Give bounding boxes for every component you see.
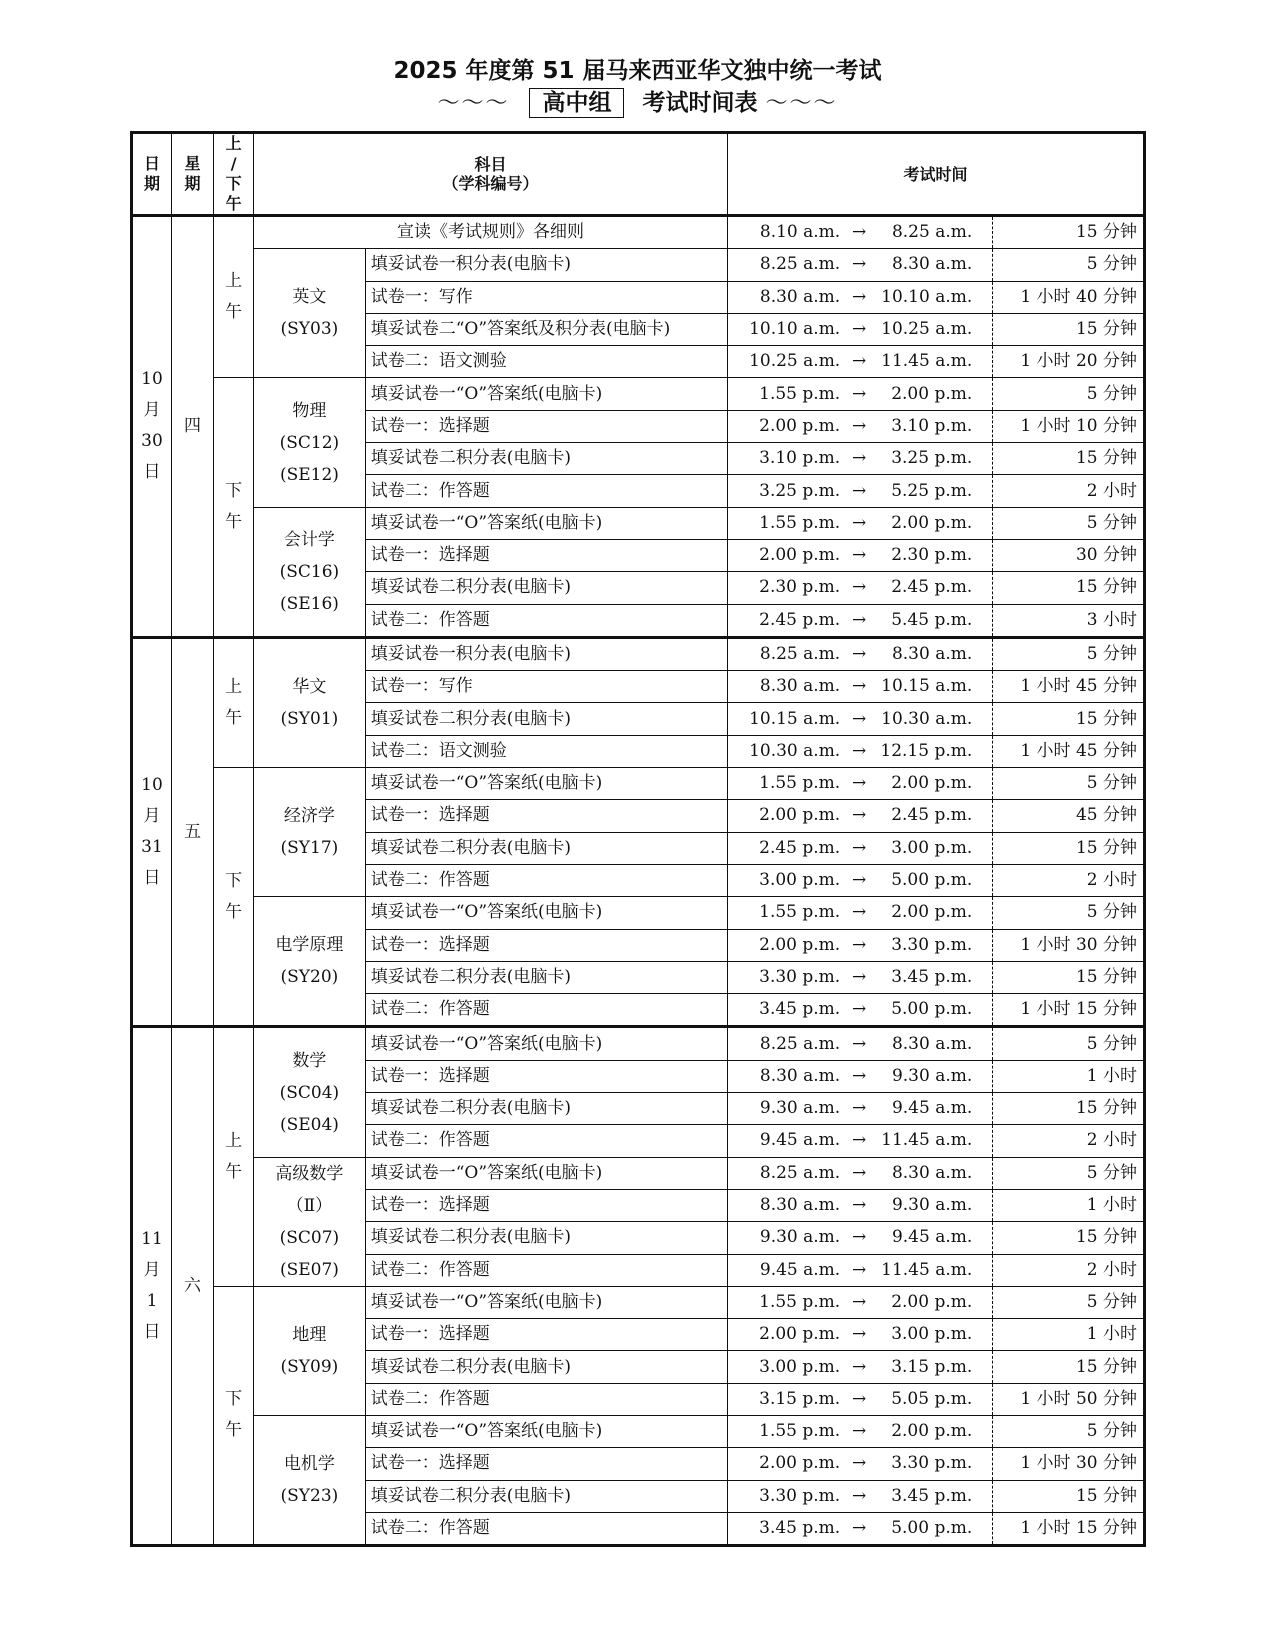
exam-item: 填妥试卷二“O”答案纸及积分表(电脑卡) <box>365 313 727 345</box>
start-time: 3.45 p.m. <box>727 1512 842 1545</box>
duration: 1 小时 45 分钟 <box>993 735 1145 767</box>
start-time: 8.10 a.m. <box>727 216 842 249</box>
start-time: 9.30 a.m. <box>727 1222 842 1254</box>
end-time: 2.00 p.m. <box>876 507 993 539</box>
arrow-icon: → <box>842 604 876 637</box>
subject-code: (SY17) <box>280 838 339 859</box>
start-time: 1.55 p.m. <box>727 1415 842 1447</box>
end-time: 2.00 p.m. <box>876 1415 993 1447</box>
arrow-icon: → <box>842 897 876 929</box>
am-label: 上 午 <box>214 216 254 378</box>
duration: 1 小时 15 分钟 <box>993 1512 1145 1545</box>
start-time: 1.55 p.m. <box>727 1286 842 1318</box>
end-time: 3.00 p.m. <box>876 1319 993 1351</box>
duration: 2 小时 <box>993 864 1145 896</box>
start-time: 2.30 p.m. <box>727 572 842 604</box>
arrow-icon: → <box>842 1448 876 1480</box>
start-time: 10.10 a.m. <box>727 313 842 345</box>
start-time: 8.30 a.m. <box>727 1060 842 1092</box>
end-time: 3.30 p.m. <box>876 1448 993 1480</box>
start-time: 3.10 p.m. <box>727 443 842 475</box>
end-time: 2.30 p.m. <box>876 539 993 571</box>
exam-item: 填妥试卷一“O”答案纸(电脑卡) <box>365 1286 727 1318</box>
end-time: 8.30 a.m. <box>876 249 993 281</box>
col-ampm-header: 上 / 下 午 <box>214 133 254 216</box>
start-time: 2.00 p.m. <box>727 539 842 571</box>
arrow-icon: → <box>842 994 876 1027</box>
exam-item: 试卷一：写作 <box>365 671 727 703</box>
end-time: 3.45 p.m. <box>876 1480 993 1512</box>
end-time: 8.30 a.m. <box>876 1027 993 1060</box>
exam-item: 试卷一：选择题 <box>365 1319 727 1351</box>
arrow-icon: → <box>842 703 876 735</box>
subject-cell <box>254 378 366 507</box>
end-time: 3.45 p.m. <box>876 961 993 993</box>
am-label: 上 午 <box>214 1027 254 1286</box>
exam-item: 试卷二：作答题 <box>365 994 727 1027</box>
duration: 1 小时 40 分钟 <box>993 281 1145 313</box>
arrow-icon: → <box>842 1351 876 1383</box>
arrow-icon: → <box>842 281 876 313</box>
subject-name: 电机学 <box>283 1454 335 1475</box>
end-time: 8.25 a.m. <box>876 216 993 249</box>
arrow-icon: → <box>842 735 876 767</box>
exam-item: 填妥试卷二积分表(电脑卡) <box>365 703 727 735</box>
subject-cell <box>254 1027 366 1157</box>
end-time: 9.45 a.m. <box>876 1222 993 1254</box>
duration: 15 分钟 <box>993 1093 1145 1125</box>
duration: 1 小时 30 分钟 <box>993 929 1145 961</box>
table-row <box>132 216 1145 249</box>
arrow-icon: → <box>842 800 876 832</box>
start-time: 8.25 a.m. <box>727 1027 842 1060</box>
day-weekday: 五 <box>172 637 214 1027</box>
end-time: 3.00 p.m. <box>876 832 993 864</box>
pm-label: 下 午 <box>214 378 254 637</box>
arrow-icon: → <box>842 507 876 539</box>
exam-item: 试卷二：语文测验 <box>365 346 727 378</box>
arrow-icon: → <box>842 1093 876 1125</box>
start-time: 1.55 p.m. <box>727 768 842 800</box>
subject-name: 华文 <box>292 676 327 697</box>
am-label: 上 午 <box>214 637 254 767</box>
exam-item: 试卷二：作答题 <box>365 604 727 637</box>
exam-item: 试卷二：作答题 <box>365 1254 727 1286</box>
arrow-icon: → <box>842 1189 876 1221</box>
subject-code: (SY23) <box>280 1486 339 1507</box>
end-time: 2.45 p.m. <box>876 800 993 832</box>
subject-cell <box>254 897 366 1027</box>
start-time: 1.55 p.m. <box>727 378 842 410</box>
duration: 5 分钟 <box>993 1027 1145 1060</box>
exam-item: 填妥试卷二积分表(电脑卡) <box>365 572 727 604</box>
subject-code: (SE12) <box>279 464 339 485</box>
start-time: 1.55 p.m. <box>727 507 842 539</box>
arrow-icon: → <box>842 572 876 604</box>
arrow-icon: → <box>842 313 876 345</box>
exam-item: 试卷二：作答题 <box>365 864 727 896</box>
end-time: 2.00 p.m. <box>876 378 993 410</box>
arrow-icon: → <box>842 961 876 993</box>
arrow-icon: → <box>842 1286 876 1318</box>
exam-item: 试卷一：选择题 <box>365 410 727 442</box>
duration: 30 分钟 <box>993 539 1145 571</box>
arrow-icon: → <box>842 1383 876 1415</box>
table-row <box>132 637 1145 670</box>
duration: 5 分钟 <box>993 249 1145 281</box>
arrow-icon: → <box>842 1027 876 1060</box>
exam-item: 填妥试卷二积分表(电脑卡) <box>365 1480 727 1512</box>
table-row <box>132 378 1145 410</box>
exam-item: 填妥试卷一“O”答案纸(电脑卡) <box>365 1027 727 1060</box>
start-time: 3.45 p.m. <box>727 994 842 1027</box>
duration: 15 分钟 <box>993 216 1145 249</box>
exam-item: 填妥试卷二积分表(电脑卡) <box>365 961 727 993</box>
subject-code: (SC12) <box>279 432 340 453</box>
table-row <box>132 249 1145 281</box>
table-row <box>132 507 1145 539</box>
arrow-icon: → <box>842 216 876 249</box>
subject-code: (SC04) <box>279 1082 340 1103</box>
arrow-icon: → <box>842 929 876 961</box>
start-time: 8.30 a.m. <box>727 671 842 703</box>
start-time: 8.30 a.m. <box>727 1189 842 1221</box>
tilde-right: ～～～ <box>765 91 838 116</box>
arrow-icon: → <box>842 1222 876 1254</box>
table-row <box>132 1286 1145 1318</box>
duration: 5 分钟 <box>993 897 1145 929</box>
end-time: 11.45 a.m. <box>876 1125 993 1157</box>
duration: 15 分钟 <box>993 313 1145 345</box>
exam-item: 填妥试卷一“O”答案纸(电脑卡) <box>365 378 727 410</box>
end-time: 10.15 a.m. <box>876 671 993 703</box>
exam-item: 试卷一：选择题 <box>365 1060 727 1092</box>
duration: 1 小时 <box>993 1319 1145 1351</box>
end-time: 5.00 p.m. <box>876 994 993 1027</box>
arrow-icon: → <box>842 1254 876 1286</box>
start-time: 9.45 a.m. <box>727 1125 842 1157</box>
pm-label: 下 午 <box>214 1286 254 1545</box>
duration: 5 分钟 <box>993 378 1145 410</box>
duration: 1 小时 <box>993 1060 1145 1092</box>
end-time: 5.05 p.m. <box>876 1383 993 1415</box>
document-subtitle <box>0 88 1275 119</box>
table-row <box>132 1027 1145 1060</box>
subject-name: 地理 <box>292 1324 327 1345</box>
start-time: 3.25 p.m. <box>727 475 842 507</box>
exam-item: 填妥试卷一“O”答案纸(电脑卡) <box>365 897 727 929</box>
end-time: 2.00 p.m. <box>876 1286 993 1318</box>
end-time: 11.45 a.m. <box>876 346 993 378</box>
duration: 1 小时 15 分钟 <box>993 994 1145 1027</box>
arrow-icon: → <box>842 346 876 378</box>
start-time: 3.00 p.m. <box>727 864 842 896</box>
group-label: 高中组 <box>529 88 624 118</box>
arrow-icon: → <box>842 1125 876 1157</box>
end-time: 9.30 a.m. <box>876 1060 993 1092</box>
end-time: 10.10 a.m. <box>876 281 993 313</box>
start-time: 10.30 a.m. <box>727 735 842 767</box>
subject-code: （Ⅱ） <box>286 1195 333 1216</box>
arrow-icon: → <box>842 443 876 475</box>
start-time: 1.55 p.m. <box>727 897 842 929</box>
duration: 15 分钟 <box>993 572 1145 604</box>
exam-item: 试卷一：选择题 <box>365 929 727 961</box>
subject-code: (SY20) <box>280 967 339 988</box>
subject-name: 高级数学 <box>275 1163 344 1184</box>
start-time: 8.25 a.m. <box>727 249 842 281</box>
duration: 1 小时 10 分钟 <box>993 410 1145 442</box>
arrow-icon: → <box>842 378 876 410</box>
start-time: 3.30 p.m. <box>727 1480 842 1512</box>
end-time: 3.10 p.m. <box>876 410 993 442</box>
duration: 5 分钟 <box>993 768 1145 800</box>
subject-name: 英文 <box>292 287 327 308</box>
subject-name: 经济学 <box>283 806 335 827</box>
duration: 1 小时 30 分钟 <box>993 1448 1145 1480</box>
exam-item: 填妥试卷一积分表(电脑卡) <box>365 637 727 670</box>
end-time: 3.15 p.m. <box>876 1351 993 1383</box>
duration: 1 小时 20 分钟 <box>993 346 1145 378</box>
subject-name: 会计学 <box>283 529 335 550</box>
start-time: 3.30 p.m. <box>727 961 842 993</box>
exam-timetable <box>130 131 1146 1547</box>
duration: 1 小时 50 分钟 <box>993 1383 1145 1415</box>
day-weekday: 四 <box>172 216 214 638</box>
start-time: 2.00 p.m. <box>727 800 842 832</box>
subject-code: (SY09) <box>280 1356 339 1377</box>
exam-item: 填妥试卷一“O”答案纸(电脑卡) <box>365 768 727 800</box>
subject-cell <box>254 249 366 378</box>
end-time: 5.45 p.m. <box>876 604 993 637</box>
day-weekday: 六 <box>172 1027 214 1546</box>
duration: 5 分钟 <box>993 637 1145 670</box>
duration: 15 分钟 <box>993 1222 1145 1254</box>
end-time: 5.25 p.m. <box>876 475 993 507</box>
exam-item: 填妥试卷二积分表(电脑卡) <box>365 1222 727 1254</box>
arrow-icon: → <box>842 249 876 281</box>
arrow-icon: → <box>842 410 876 442</box>
end-time: 8.30 a.m. <box>876 1157 993 1189</box>
start-time: 2.00 p.m. <box>727 1319 842 1351</box>
end-time: 5.00 p.m. <box>876 864 993 896</box>
table-row <box>132 1157 1145 1189</box>
exam-item: 宣读《考试规则》各细则 <box>254 216 728 249</box>
exam-item: 填妥试卷二积分表(电脑卡) <box>365 1093 727 1125</box>
duration: 2 小时 <box>993 1125 1145 1157</box>
arrow-icon: → <box>842 1157 876 1189</box>
document-title: 2025 年度第 51 届马来西亚华文独中统一考试 <box>393 58 882 84</box>
duration: 15 分钟 <box>993 961 1145 993</box>
subject-code: (SC16) <box>279 561 340 582</box>
start-time: 10.15 a.m. <box>727 703 842 735</box>
end-time: 9.45 a.m. <box>876 1093 993 1125</box>
start-time: 2.00 p.m. <box>727 1448 842 1480</box>
arrow-icon: → <box>842 832 876 864</box>
table-row <box>132 897 1145 929</box>
subject-cell <box>254 1157 366 1286</box>
exam-item: 试卷二：作答题 <box>365 1125 727 1157</box>
exam-item: 试卷一：选择题 <box>365 1448 727 1480</box>
duration: 15 分钟 <box>993 443 1145 475</box>
schedule-label: 考试时间表 <box>642 90 758 116</box>
table-row <box>132 768 1145 800</box>
subject-name: 物理 <box>292 400 327 421</box>
header-row <box>132 133 1145 216</box>
exam-item: 试卷二：作答题 <box>365 1512 727 1545</box>
subject-cell <box>254 637 366 767</box>
subject-name: 数学 <box>292 1050 327 1071</box>
end-time: 3.30 p.m. <box>876 929 993 961</box>
duration: 15 分钟 <box>993 832 1145 864</box>
exam-item: 试卷二：语文测验 <box>365 735 727 767</box>
duration: 15 分钟 <box>993 1480 1145 1512</box>
arrow-icon: → <box>842 637 876 670</box>
subject-code: (SY03) <box>280 319 339 340</box>
start-time: 2.45 p.m. <box>727 604 842 637</box>
duration: 45 分钟 <box>993 800 1145 832</box>
end-time: 2.00 p.m. <box>876 768 993 800</box>
start-time: 2.45 p.m. <box>727 832 842 864</box>
arrow-icon: → <box>842 1415 876 1447</box>
day-date: 11 月 1 日 <box>132 1027 172 1546</box>
exam-item: 填妥试卷一“O”答案纸(电脑卡) <box>365 507 727 539</box>
subject-header-label: 科目 <box>474 155 507 174</box>
duration: 1 小时 <box>993 1189 1145 1221</box>
subject-cell <box>254 507 366 637</box>
duration: 2 小时 <box>993 475 1145 507</box>
exam-item: 试卷二：作答题 <box>365 475 727 507</box>
subject-code: (SE04) <box>279 1114 339 1135</box>
start-time: 9.30 a.m. <box>727 1093 842 1125</box>
arrow-icon: → <box>842 1512 876 1545</box>
start-time: 8.25 a.m. <box>727 1157 842 1189</box>
end-time: 9.30 a.m. <box>876 1189 993 1221</box>
exam-item: 试卷二：作答题 <box>365 1383 727 1415</box>
day-date: 10 月 30 日 <box>132 216 172 638</box>
duration: 5 分钟 <box>993 1157 1145 1189</box>
end-time: 10.25 a.m. <box>876 313 993 345</box>
subject-code: (SY01) <box>280 708 339 729</box>
arrow-icon: → <box>842 864 876 896</box>
exam-item: 填妥试卷一“O”答案纸(电脑卡) <box>365 1157 727 1189</box>
start-time: 3.15 p.m. <box>727 1383 842 1415</box>
exam-item: 填妥试卷二积分表(电脑卡) <box>365 832 727 864</box>
exam-item: 填妥试卷一积分表(电脑卡) <box>365 249 727 281</box>
pm-label: 下 午 <box>214 768 254 1027</box>
col-date-header: 日 期 <box>132 133 172 216</box>
exam-item: 填妥试卷二积分表(电脑卡) <box>365 1351 727 1383</box>
subject-code-header-label: （学科编号） <box>442 174 539 193</box>
subject-cell <box>254 1286 366 1415</box>
subject-code: (SC07) <box>279 1227 340 1248</box>
end-time: 8.30 a.m. <box>876 637 993 670</box>
start-time: 2.00 p.m. <box>727 410 842 442</box>
start-time: 8.25 a.m. <box>727 637 842 670</box>
exam-item: 试卷一：选择题 <box>365 1189 727 1221</box>
end-time: 2.45 p.m. <box>876 572 993 604</box>
col-subject-header <box>254 133 728 216</box>
duration: 15 分钟 <box>993 703 1145 735</box>
start-time: 10.25 a.m. <box>727 346 842 378</box>
start-time: 8.30 a.m. <box>727 281 842 313</box>
table-row <box>132 1415 1145 1447</box>
exam-item: 填妥试卷一“O”答案纸(电脑卡) <box>365 1415 727 1447</box>
arrow-icon: → <box>842 1060 876 1092</box>
duration: 1 小时 45 分钟 <box>993 671 1145 703</box>
duration: 5 分钟 <box>993 1415 1145 1447</box>
timetable-body <box>132 216 1145 1546</box>
end-time: 12.15 p.m. <box>876 735 993 767</box>
end-time: 2.00 p.m. <box>876 897 993 929</box>
exam-item: 填妥试卷二积分表(电脑卡) <box>365 443 727 475</box>
subject-cell <box>254 1415 366 1545</box>
exam-item: 试卷一：选择题 <box>365 800 727 832</box>
tilde-left: ～～～ <box>437 91 510 116</box>
end-time: 5.00 p.m. <box>876 1512 993 1545</box>
duration: 15 分钟 <box>993 1351 1145 1383</box>
duration: 5 分钟 <box>993 1286 1145 1318</box>
duration: 2 小时 <box>993 1254 1145 1286</box>
start-time: 3.00 p.m. <box>727 1351 842 1383</box>
arrow-icon: → <box>842 475 876 507</box>
end-time: 11.45 a.m. <box>876 1254 993 1286</box>
end-time: 3.25 p.m. <box>876 443 993 475</box>
subject-cell <box>254 768 366 897</box>
arrow-icon: → <box>842 539 876 571</box>
duration: 5 分钟 <box>993 507 1145 539</box>
arrow-icon: → <box>842 1319 876 1351</box>
exam-item: 试卷一：选择题 <box>365 539 727 571</box>
start-time: 2.00 p.m. <box>727 929 842 961</box>
subject-code: (SE16) <box>279 593 339 614</box>
subject-code: (SE07) <box>279 1259 339 1280</box>
col-time-header: 考试时间 <box>727 133 1144 216</box>
end-time: 10.30 a.m. <box>876 703 993 735</box>
arrow-icon: → <box>842 768 876 800</box>
exam-item: 试卷一：写作 <box>365 281 727 313</box>
start-time: 9.45 a.m. <box>727 1254 842 1286</box>
subject-name: 电学原理 <box>275 935 344 956</box>
arrow-icon: → <box>842 671 876 703</box>
col-weekday-header: 星 期 <box>172 133 214 216</box>
arrow-icon: → <box>842 1480 876 1512</box>
duration: 3 小时 <box>993 604 1145 637</box>
day-date: 10 月 31 日 <box>132 637 172 1027</box>
